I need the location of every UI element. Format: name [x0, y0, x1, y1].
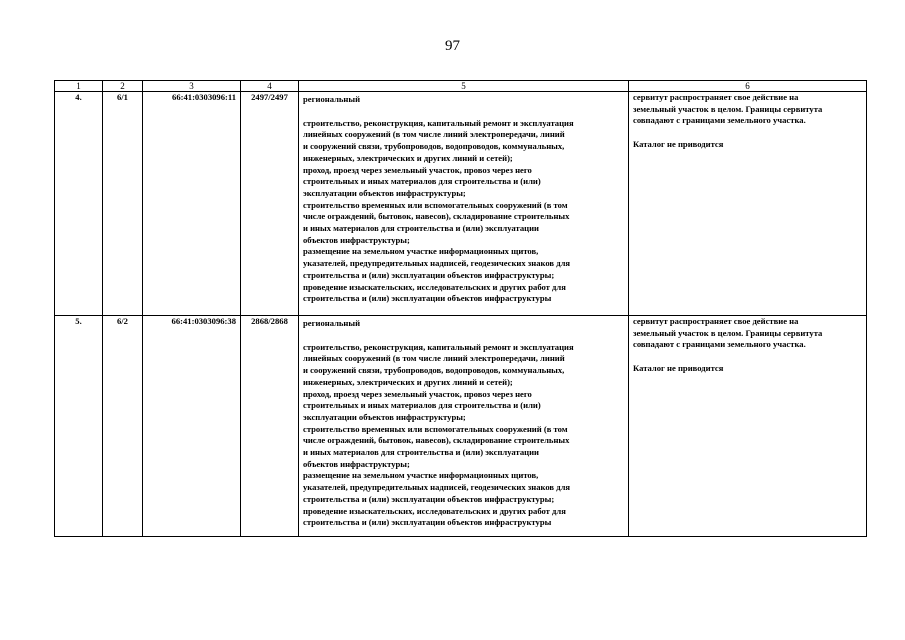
- table-row: [55, 92, 867, 316]
- purpose-line: строительных и иных материалов для строительства и (или): [303, 400, 541, 411]
- cadastral-number: 66:41:0303096:11: [143, 92, 241, 316]
- purpose-line: строительства и (или) эксплуатации объектов инфраструктуры: [303, 517, 552, 528]
- column-header-1: 1: [55, 81, 103, 92]
- purpose-line: эксплуатации объектов инфраструктуры;: [303, 187, 466, 198]
- purpose-line: строительство временных или вспомогательных сооружений (в том: [303, 423, 568, 434]
- row-number: 4.: [55, 92, 103, 316]
- purpose-line: строительство, реконструкция, капитальный ремонт и эксплуатация: [303, 117, 574, 128]
- purpose-cell: [299, 316, 629, 537]
- purpose-line: проведение изыскательских, исследовательских и других работ для: [303, 281, 566, 292]
- column-header-3: 3: [143, 81, 241, 92]
- note-lines: [633, 316, 862, 351]
- purpose-line: указателей, предупредительных надписей, геодезических знаков для: [303, 258, 571, 269]
- purpose-line: указателей, предупредительных надписей, геодезических знаков для: [303, 482, 571, 493]
- purpose-line: и иных материалов для строительства и (или) эксплуатации: [303, 447, 539, 458]
- servitude-number: 6/1: [103, 92, 143, 316]
- purpose-line: размещение на земельном участке информационных щитов,: [303, 470, 539, 481]
- column-header-6: 6: [629, 81, 867, 92]
- column-header-2: 2: [103, 81, 143, 92]
- purpose-line: проведение изыскательских, исследовательских и других работ для: [303, 505, 566, 516]
- column-header-5: 5: [299, 81, 629, 92]
- purpose-line: и сооружений связи, трубопроводов, водопроводов, коммунальных,: [303, 365, 565, 376]
- purpose-line: строительных и иных материалов для строительства и (или): [303, 176, 541, 187]
- note-cell: [629, 316, 867, 537]
- purpose-type: региональный: [303, 318, 361, 328]
- note-lines: [633, 92, 862, 127]
- page-number: 97: [445, 38, 460, 54]
- note-line: совпадают с границами земельного участка.: [633, 339, 806, 350]
- purpose-line: и сооружений связи, трубопроводов, водопроводов, коммунальных,: [303, 141, 565, 152]
- note-cell: [629, 92, 867, 316]
- column-header-4: 4: [241, 81, 299, 92]
- servitude-table: [54, 80, 867, 537]
- purpose-line: объектов инфраструктуры;: [303, 458, 410, 469]
- purpose-line: линейных сооружений (в том числе линий электропередачи, линий: [303, 353, 565, 364]
- purpose-line: числе ограждений, бытовок, навесов), складирование строительных: [303, 211, 570, 222]
- cadastral-number: 66:41:0303096:38: [143, 316, 241, 537]
- catalog-note: Каталог не приводится: [633, 363, 724, 374]
- purpose-line: линейных сооружений (в том числе линий электропередачи, линий: [303, 129, 565, 140]
- note-line: сервитут распространяет свое действие на: [633, 92, 799, 102]
- area-value: 2868/2868: [241, 316, 299, 537]
- purpose-line: строительства и (или) эксплуатации объектов инфраструктуры;: [303, 269, 555, 280]
- purpose-line: объектов инфраструктуры;: [303, 234, 410, 245]
- area-value: 2497/2497: [241, 92, 299, 316]
- purpose-line: числе ограждений, бытовок, навесов), складирование строительных: [303, 435, 570, 446]
- purpose-line: инженерных, электрических и других линий и сетей);: [303, 376, 513, 387]
- purpose-line: строительство временных или вспомогательных сооружений (в том: [303, 199, 568, 210]
- note-line: земельный участок в целом. Границы сервитута: [633, 103, 823, 114]
- purpose-cell: [299, 92, 629, 316]
- servitude-number: 6/2: [103, 316, 143, 537]
- purpose-line: проход, проезд через земельный участок, провоз через него: [303, 164, 532, 175]
- purpose-line: строительства и (или) эксплуатации объектов инфраструктуры;: [303, 493, 555, 504]
- catalog-note: Каталог не приводится: [633, 139, 724, 150]
- purpose-line: инженерных, электрических и других линий и сетей);: [303, 152, 513, 163]
- purpose-line: эксплуатации объектов инфраструктуры;: [303, 411, 466, 422]
- purpose-lines: [303, 118, 624, 305]
- purpose-type: региональный: [303, 94, 361, 104]
- purpose-line: строительство, реконструкция, капитальный ремонт и эксплуатация: [303, 341, 574, 352]
- purpose-line: строительства и (или) эксплуатации объектов инфраструктуры: [303, 293, 552, 304]
- purpose-line: размещение на земельном участке информационных щитов,: [303, 246, 539, 257]
- note-line: совпадают с границами земельного участка.: [633, 115, 806, 126]
- row-number: 5.: [55, 316, 103, 537]
- purpose-lines: [303, 342, 624, 529]
- note-line: сервитут распространяет свое действие на: [633, 316, 799, 326]
- purpose-line: и иных материалов для строительства и (или) эксплуатации: [303, 223, 539, 234]
- header-row: [55, 81, 867, 92]
- table-row: [55, 316, 867, 537]
- note-line: земельный участок в целом. Границы сервитута: [633, 327, 823, 338]
- purpose-line: проход, проезд через земельный участок, провоз через него: [303, 388, 532, 399]
